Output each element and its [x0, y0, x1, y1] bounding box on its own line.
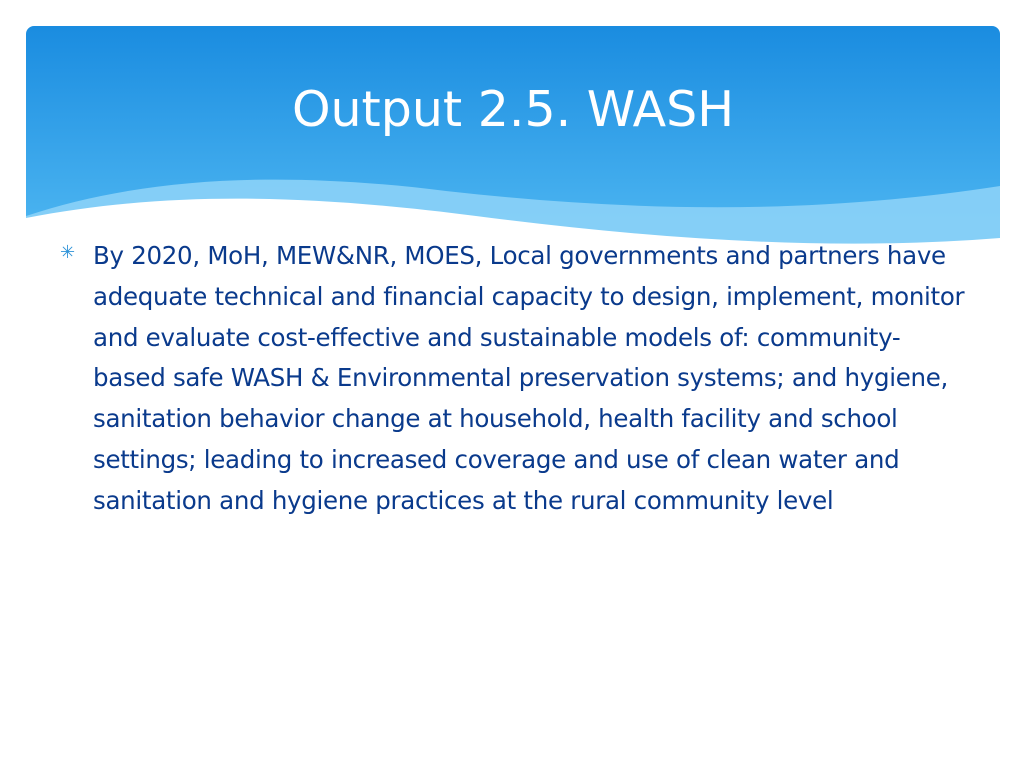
slide-body — [60, 236, 970, 522]
bullet-text: By 2020, MoH, MEW&NR, MOES, Local governments and partners have adequate technical and financial capacity to design, implement, monitor and evaluate cost-effective and sustainable models of: community-based safe WASH & Environmental preservation systems; and hygiene, sanitation behavior change at household, health facility and school settings; leading to increased coverage and use of clean water and sanitation and hygiene practices at the rural community level — [93, 241, 965, 515]
asterisk-bullet-icon: ✳ — [60, 242, 76, 263]
slide-title: Output 2.5. WASH — [291, 81, 735, 138]
bullet-item — [60, 236, 970, 522]
